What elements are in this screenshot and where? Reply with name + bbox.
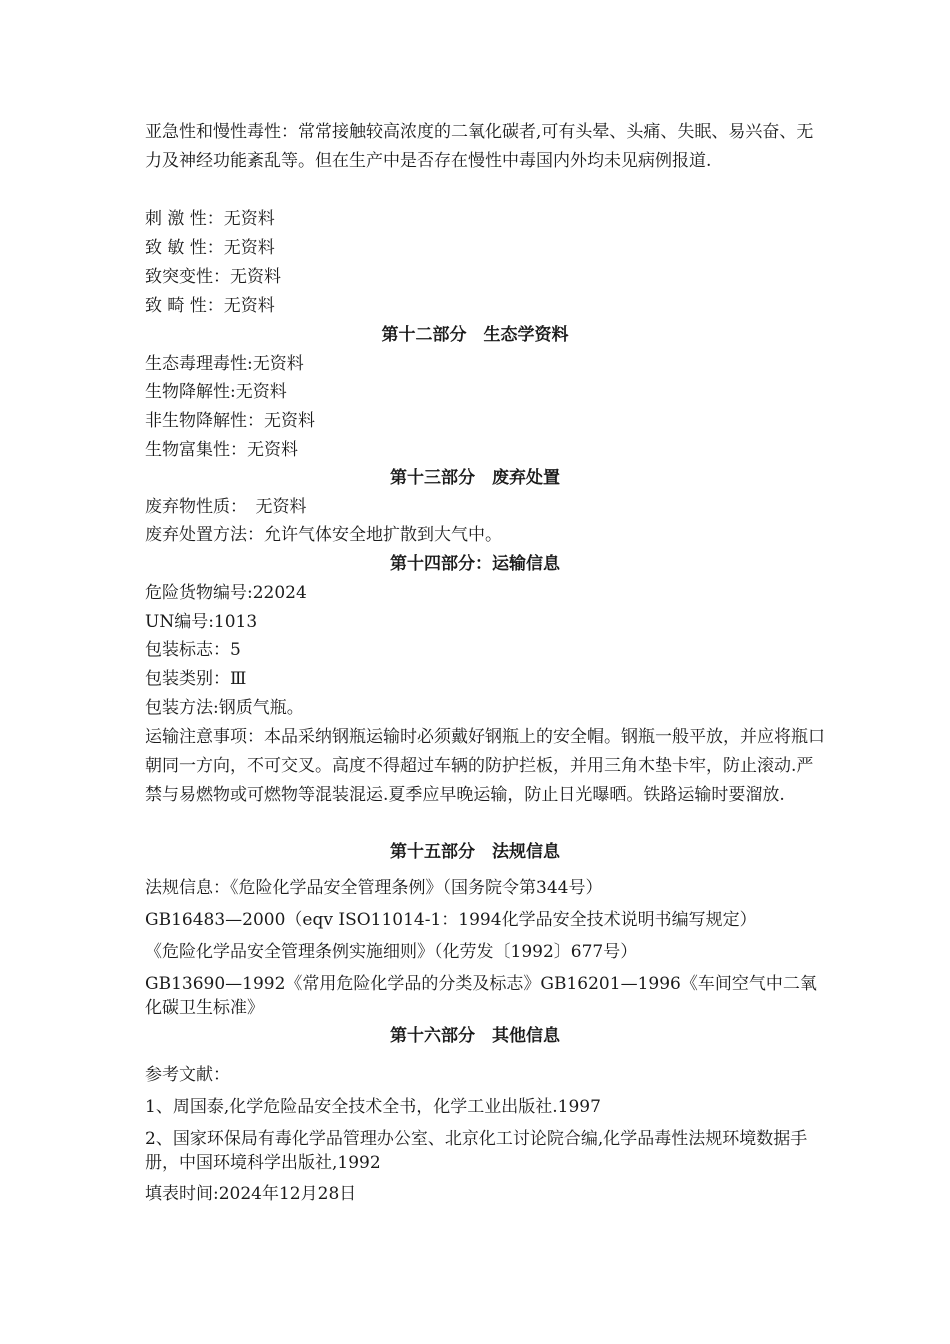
regulation-line-1: 法规信息：《危险化学品安全管理条例》（国务院令第344号）: [145, 878, 603, 898]
regulation-line-4: GB13690—1992《常用危险化学品的分类及标志》GB16201—1996《车间空气中二氧化碳卫生标准》: [145, 974, 817, 1018]
section-16-heading: 第十六部分 其他信息: [390, 1026, 560, 1046]
ecotoxicity-text: 生态毒理毒性:无资料: [145, 354, 304, 374]
packaging-method: 包装方法:钢质气瓶。: [145, 698, 304, 718]
fill-date: 填表时间:2024年12月28日: [145, 1184, 357, 1204]
teratogenicity-text: 致 畸 性：无资料: [145, 296, 275, 316]
biodegradability-text: 生物降解性:无资料: [145, 382, 287, 402]
section-12-heading: 第十二部分 生态学资料: [381, 325, 569, 345]
un-number: UN编号:1013: [145, 612, 258, 632]
reference-2: 2、国家环保局有毒化学品管理办公室、北京化工讨论院合编,化学品毒性法规环境数据手册，中国环境科学出版社,1992: [145, 1129, 808, 1173]
irritation-text: 刺 激 性：无资料: [145, 209, 275, 229]
sensitization-text: 致 敏 性：无资料: [145, 238, 275, 258]
waste-nature-text: 废弃物性质： 无资料: [145, 497, 307, 517]
regulation-line-2: GB16483—2000（eqv ISO11014-1：1994化学品安全技术说明书编写规定）: [145, 910, 757, 930]
references-label: 参考文献：: [145, 1065, 230, 1085]
regulation-line-3: 《危险化学品安全管理条例实施细则》（化劳发〔1992〕677号）: [145, 942, 638, 962]
bioaccumulation-text: 生物富集性：无资料: [145, 440, 298, 460]
section-13-heading: 第十三部分 废弃处置: [390, 468, 560, 488]
section-15-heading: 第十五部分 法规信息: [390, 842, 560, 862]
reference-1: 1、周国泰,化学危险品安全技术全书，化学工业出版社.1997: [145, 1097, 601, 1117]
dangerous-goods-number: 危险货物编号:22024: [145, 583, 307, 603]
mutagenicity-text: 致突变性：无资料: [145, 267, 281, 287]
chronic-toxicity-text: 亚急性和慢性毒性：常常接触较高浓度的二氧化碳者,可有头晕、头痛、失眠、易兴奋、无力及神经功能紊乱等。但在生产中是否存在慢性中毒国内外均未见病例报道.: [145, 122, 814, 171]
non-biodegradability-text: 非生物降解性：无资料: [145, 411, 315, 431]
section-14-heading: 第十四部分：运输信息: [390, 554, 560, 574]
transport-notes-text: 运输注意事项：本品采纳钢瓶运输时必须戴好钢瓶上的安全帽。钢瓶一般平放，并应将瓶口朝同一方向，不可交叉。高度不得超过车辆的防护拦板，并用三角木垫卡牢，防止滚动.严禁与易燃物或可燃物等混装混运.夏季应早晚运输，防止日光曝晒。铁路运输时要溜放.: [145, 727, 825, 805]
packaging-category: 包装类别：Ⅲ: [145, 669, 247, 689]
disposal-method-text: 废弃处置方法：允许气体安全地扩散到大气中。: [145, 525, 502, 545]
packaging-mark: 包装标志：5: [145, 640, 241, 660]
